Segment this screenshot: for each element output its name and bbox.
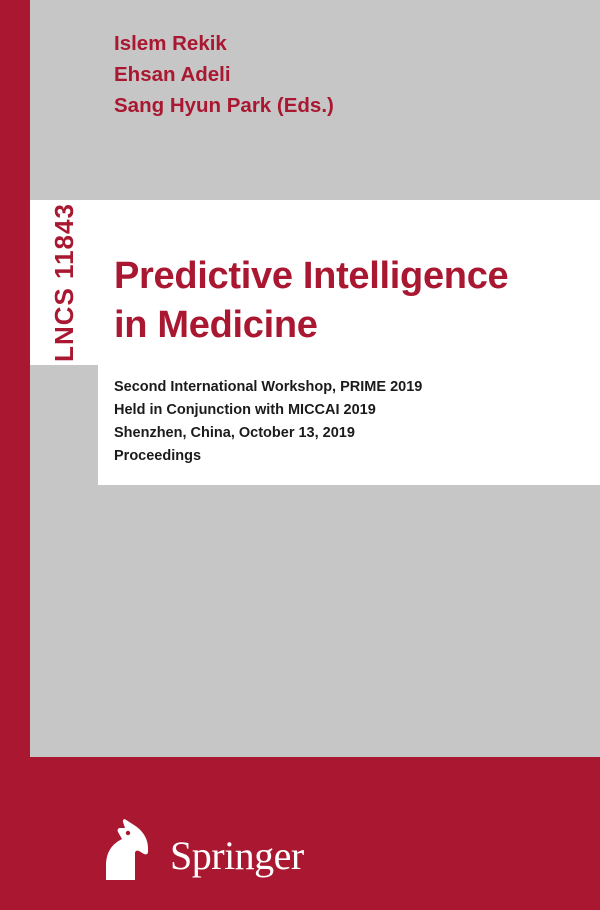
publisher-name: Springer (170, 833, 304, 878)
subtitle-line: Held in Conjunction with MICCAI 2019 (114, 402, 376, 418)
book-title (114, 252, 508, 350)
subtitle-line: Second International Workshop, PRIME 2019 (114, 379, 423, 395)
book-subtitle (114, 376, 422, 468)
title-line: in Medicine (114, 304, 318, 346)
editor-name: Ehsan Adeli (114, 63, 231, 86)
editor-name: Sang Hyun Park (Eds.) (114, 94, 334, 117)
subtitle-line: Shenzhen, China, October 13, 2019 (114, 425, 355, 441)
series-number-box (30, 200, 98, 365)
publisher-logo (98, 816, 304, 882)
springer-knight-icon (98, 816, 160, 882)
series-number-label: LNCS 11843 (48, 203, 79, 362)
title-line: Predictive Intelligence (114, 255, 509, 297)
editor-name: Islem Rekik (114, 32, 227, 55)
title-panel (98, 200, 600, 485)
subtitle-line: Proceedings (114, 448, 202, 464)
editors-area (98, 0, 600, 200)
editors-list (114, 28, 334, 121)
